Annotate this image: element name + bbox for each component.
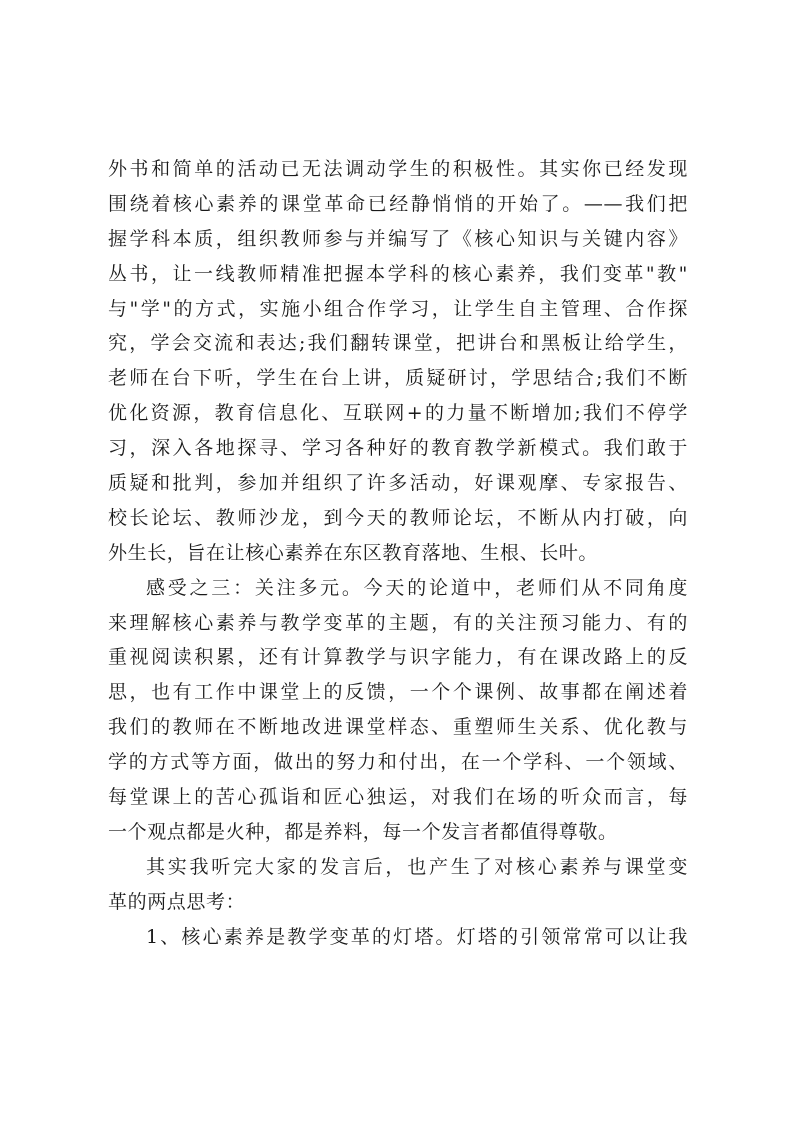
text-line: 我们的教师在不断地改进课堂样态、重塑师生关系、优化教与 xyxy=(108,716,688,739)
paragraph-start-line: 其实我听完大家的发言后，也产生了对核心素养与课堂变 xyxy=(146,855,688,878)
text-line: 老师在台下听，学生在台上讲，质疑研讨，学思结合;我们不断 xyxy=(108,367,688,390)
text-line: 来理解核心素养与教学变革的主题，有的关注预习能力、有的 xyxy=(108,611,688,634)
text-line: 优化资源，教育信息化、互联网+的力量不断增加;我们不停学 xyxy=(108,402,688,425)
text-line: 外书和简单的活动已无法调动学生的积极性。其实你已经发现 xyxy=(108,158,688,180)
text-line: 质疑和批判，参加并组织了许多活动，好课观摩、专家报告、 xyxy=(108,472,688,495)
text-line: 习，深入各地探寻、学习各种好的教育教学新模式。我们敢于 xyxy=(108,437,688,460)
text-line: 学的方式等方面，做出的努力和付出，在一个学科、一个领域、 xyxy=(108,751,688,774)
text-line: 重视阅读积累，还有计算教学与识字能力，有在课改路上的反 xyxy=(108,646,688,669)
text-line: 围绕着核心素养的课堂革命已经静悄悄的开始了。——我们把 xyxy=(108,192,688,215)
text-line: 外生长，旨在让核心素养在东区教育落地、生根、长叶。 xyxy=(108,541,599,564)
text-line: 握学科本质，组织教师参与并编写了《核心知识与关键内容》 xyxy=(108,227,688,250)
text-line: 丛书，让一线教师精准把握本学科的核心素养，我们变革"教" xyxy=(108,262,688,285)
text-line: 与"学"的方式，实施小组合作学习，让学生自主管理、合作探 xyxy=(108,297,688,320)
text-line: 一个观点都是火种，都是养料，每一个发言者都值得尊敬。 xyxy=(108,820,618,843)
text-line: 究，学会交流和表达;我们翻转课堂，把讲台和黑板让给学生， xyxy=(108,332,688,355)
paragraph-start-line: 1、核心素养是教学变革的灯塔。灯塔的引领常常可以让我 xyxy=(146,925,688,948)
text-line: 每堂课上的苦心孤诣和匠心独运，对我们在场的听众而言，每 xyxy=(108,786,688,809)
text-line: 革的两点思考： xyxy=(108,890,246,913)
paragraph-start-line: 感受之三：关注多元。今天的论道中，老师们从不同角度 xyxy=(146,576,688,599)
text-line: 思，也有工作中课堂上的反馈，一个个课例、故事都在阐述着 xyxy=(108,681,688,704)
text-line: 校长论坛、教师沙龙，到今天的教师论坛，不断从内打破，向 xyxy=(108,506,688,529)
document-body xyxy=(108,152,688,954)
